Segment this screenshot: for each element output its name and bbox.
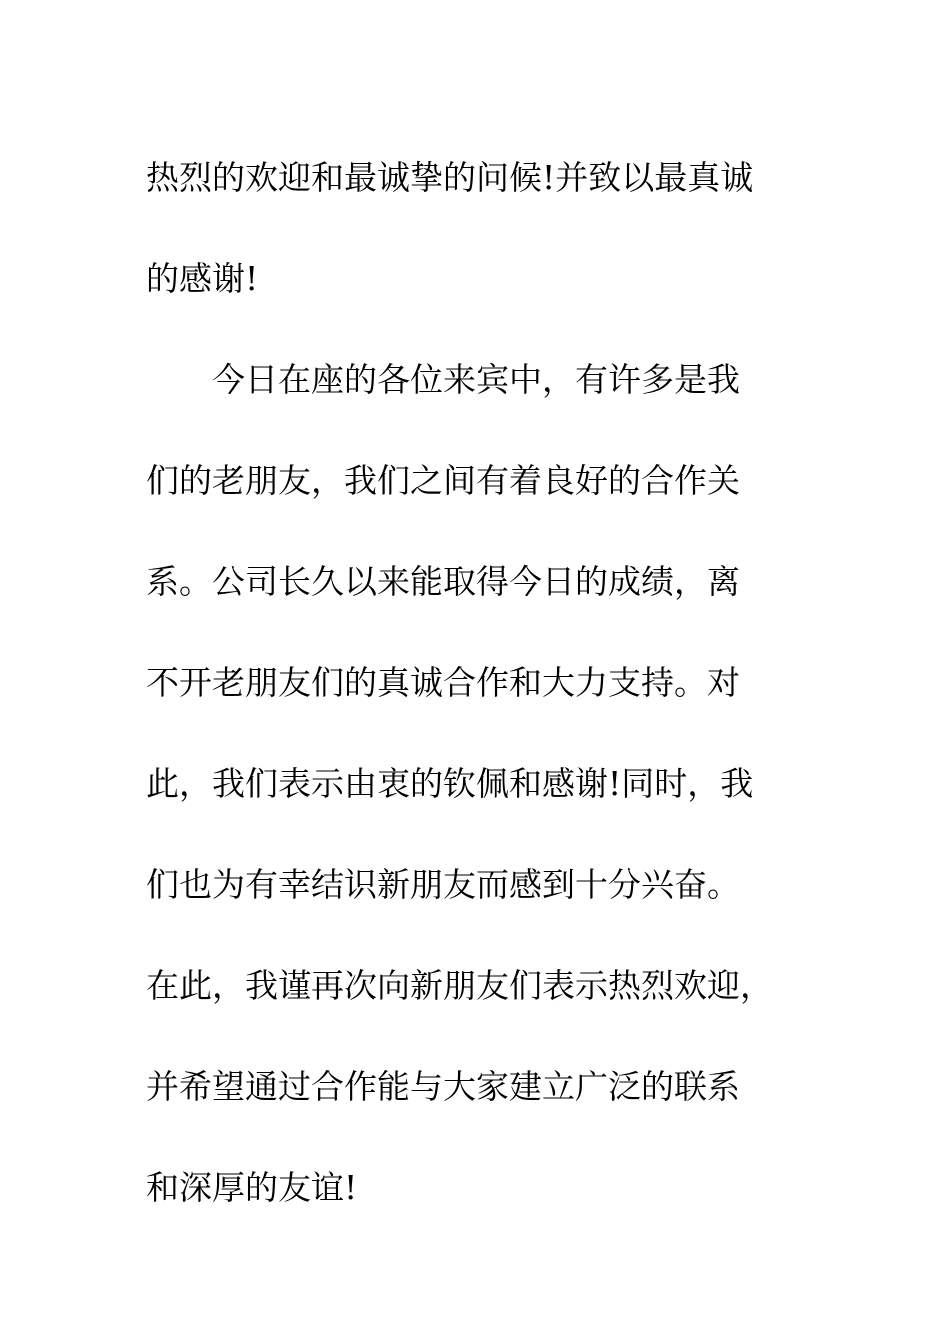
text-line: 今日在座的各位来宾中，有许多是我 xyxy=(146,360,740,399)
text-line: 们的老朋友，我们之间有着良好的合作关 xyxy=(146,461,740,500)
text-line: 们也为有幸结识新朋友而感到十分兴奋。 xyxy=(146,865,740,904)
text-line: 系。公司长久以来能取得今日的成绩，离 xyxy=(146,562,740,601)
text-line: 在此，我谨再次向新朋友们表示热烈欢迎， xyxy=(146,966,773,1005)
body-text xyxy=(146,127,806,1238)
text-line: 并希望通过合作能与大家建立广泛的联系 xyxy=(146,1067,740,1106)
text-line: 不开老朋友们的真诚合作和大力支持。对 xyxy=(146,663,740,702)
text-line: 热烈的欢迎和最诚挚的问候!并致以最真诚 xyxy=(146,158,754,197)
text-line: 和深厚的友谊! xyxy=(146,1168,358,1207)
text-line: 此，我们表示由衷的钦佩和感谢!同时，我 xyxy=(146,764,754,803)
text-line: 的感谢! xyxy=(146,259,259,298)
